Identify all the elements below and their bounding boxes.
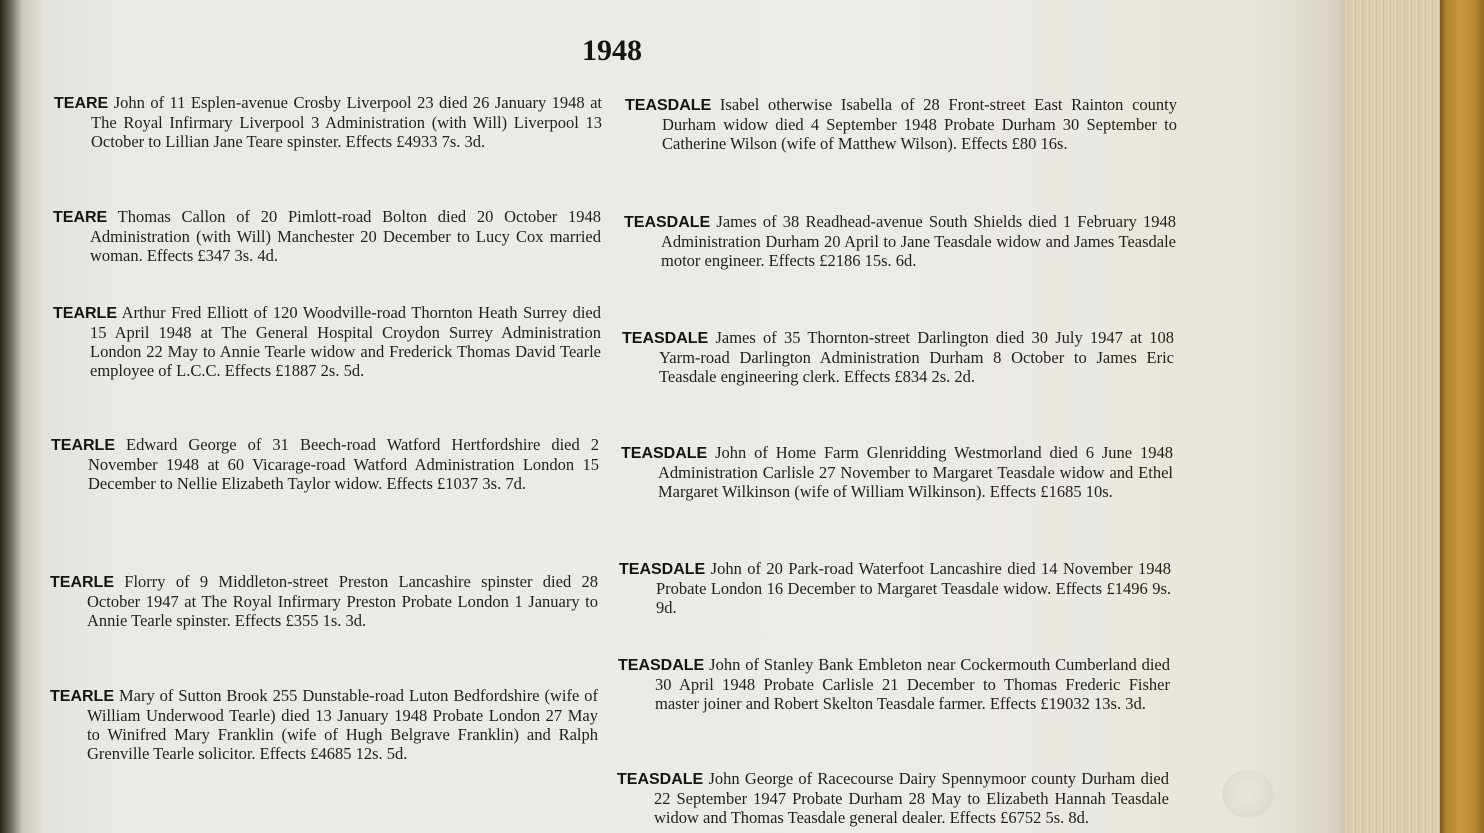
- probate-entry: [624, 212, 1176, 270]
- book-cover-edge: [1440, 0, 1484, 833]
- probate-entry: [50, 686, 598, 763]
- entry-text: James of 35 Thornton-street Darlington died 30 July 1947 at 108 Yarm-road Darlington Administration Durham 8 October to James Eric Teasdale engineering clerk. Effects £834 2s. 2d.: [659, 328, 1175, 386]
- entry-text: Thomas Callon of 20 Pimlott-road Bolton died 20 October 1948 Administration (with Will) Manchester 20 December to Lucy Cox married woman. Effects £347 3s. 4d.: [90, 207, 601, 265]
- entry-surname: TEARLE: [50, 688, 114, 705]
- probate-entry: [53, 207, 601, 265]
- entry-text: Isabel otherwise Isabella of 28 Front-street East Rainton county Durham widow died 4 September 1948 Probate Durham 30 September to Catherine Wilson (wife of Matthew Wilson). Effects £80 16s.: [662, 95, 1178, 153]
- probate-entry: [618, 655, 1170, 713]
- entry-text: Arthur Fred Elliott of 120 Woodville-road Thornton Heath Surrey died 15 April 1948 at The General Hospital Croydon Surrey Administration London 22 May to Annie Tearle widow and Frederick Thomas David Tearle employee of L.C.C. Effects £1887 2s. 5d.: [90, 303, 601, 380]
- probate-entry: [53, 303, 601, 380]
- entry-surname: TEARLE: [51, 437, 115, 454]
- entry-text: John George of Racecourse Dairy Spennymoor county Durham died 22 September 1947 Probate Durham 28 May to Elizabeth Hannah Teasdale widow and Thomas Teasdale general dealer. Effects £6752 5s. 8d.: [654, 769, 1170, 827]
- entry-surname: TEARLE: [50, 574, 114, 591]
- probate-entry: [619, 559, 1171, 617]
- entry-surname: TEASDALE: [624, 214, 711, 231]
- entry-surname: TEARE: [54, 95, 109, 112]
- entry-surname: TEARLE: [53, 305, 117, 322]
- entry-surname: TEASDALE: [619, 561, 706, 578]
- entry-text: James of 38 Readhead-avenue South Shields died 1 February 1948 Administration Durham 20 April to Jane Teasdale widow and James Teasdale motor engineer. Effects £2186 15s. 6d.: [661, 212, 1177, 270]
- entry-text: Florry of 9 Middleton-street Preston Lancashire spinster died 28 October 1947 at The Royal Infirmary Preston Probate London 1 January to Annie Tearle spinster. Effects £355 1s. 3d.: [87, 572, 598, 630]
- entry-surname: TEASDALE: [621, 445, 708, 462]
- probate-entry: [51, 435, 599, 493]
- entry-surname: TEARE: [53, 209, 108, 226]
- page-year-heading: 1948: [582, 34, 642, 67]
- entry-text: John of Home Farm Glenridding Westmorland died 6 June 1948 Administration Carlisle 27 November to Margaret Teasdale widow and Ethel Margaret Wilkinson (wife of William Wilkinson). Effects £1685 10s.: [658, 443, 1174, 501]
- entry-surname: TEASDALE: [618, 657, 705, 674]
- entry-text: John of 11 Esplen-avenue Crosby Liverpool 23 died 26 January 1948 at The Royal Infirmary Liverpool 3 Administration (with Will) Liverpool 13 October to Lillian Jane Teare spinster. Effects £4933 7s. 3d.: [91, 93, 603, 151]
- probate-entry: [621, 443, 1173, 501]
- probate-entry: [50, 572, 598, 630]
- page-stain: [1222, 770, 1274, 818]
- probate-entry: [622, 328, 1174, 386]
- entry-surname: TEASDALE: [617, 771, 704, 788]
- probate-entry: [54, 93, 602, 151]
- entry-text: John of Stanley Bank Embleton near Cockermouth Cumberland died 30 April 1948 Probate Carlisle 21 December to Thomas Frederic Fisher master joiner and Robert Skelton Teasdale farmer. Effects £19032 13s. 3d.: [655, 655, 1171, 713]
- entry-text: Mary of Sutton Brook 255 Dunstable-road Luton Bedfordshire (wife of William Underwood Tearle) died 13 January 1948 Probate London 27 May to Winifred Mary Franklin (wife of Hugh Belgrave Franklin) and Ralph Grenville Tearle solicitor. Effects £4685 12s. 5d.: [87, 686, 599, 763]
- probate-entry: [617, 769, 1169, 827]
- page-stack-edges: [1345, 0, 1440, 833]
- probate-entry: [625, 95, 1177, 153]
- entry-surname: TEASDALE: [622, 330, 709, 347]
- entry-surname: TEASDALE: [625, 97, 712, 114]
- entry-text: John of 20 Park-road Waterfoot Lancashire died 14 November 1948 Probate London 16 December to Margaret Teasdale widow. Effects £1496 9s. 9d.: [656, 559, 1172, 617]
- entry-text: Edward George of 31 Beech-road Watford Hertfordshire died 2 November 1948 at 60 Vicarage-road Watford Administration London 15 December to Nellie Elizabeth Taylor widow. Effects £1037 3s. 7d.: [88, 435, 599, 493]
